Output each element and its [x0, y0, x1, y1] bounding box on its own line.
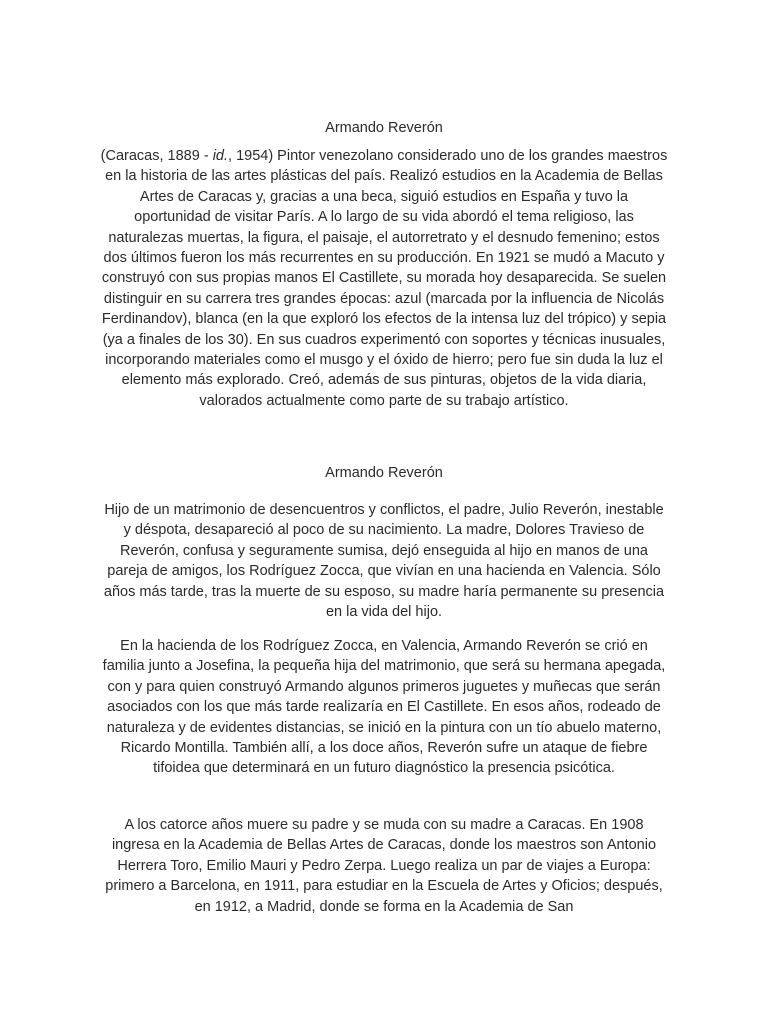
body-paragraph: A los catorce años muere su padre y se muda con su madre a Caracas. En 1908 ingresa en la Academia de Bellas Artes de Caracas, donde los maestros son Antonio Herrera Toro, Emilio Mauri y Pedro Zerpa. Luego realiza un par de viajes a Europa: primero a Barcelona, en 1911, para estudiar en la Escuela de Artes y Oficios; después, en 1912, a Madrid, donde se forma en la Academia de San: [105, 817, 663, 915]
bio-italic-text: id.: [212, 148, 229, 164]
document-title: Armando Reverón: [325, 120, 443, 136]
body-paragraph: En la hacienda de los Rodríguez Zocca, en Valencia, Armando Reverón se crió en familia junto a Josefina, la pequeña hija del matrimonio, que será su hermana apegada, con y para quien construyó Armando algunos primeros juguetes y muñecas que serán asociados con los que más tarde realizaría en El Castillete. En esos años, rodeado de naturaleza y de evidentes distancias, se inició en la pintura con un tío abuelo materno, Ricardo Montilla. También allí, a los doce años, Reverón sufre un ataque de fiebre tifoidea que determinará en un futuro diagnóstico la presencia psicótica.: [102, 638, 666, 777]
section-title: Armando Reverón: [325, 465, 443, 481]
body-paragraph: Hijo de un matrimonio de desencuentros y conflictos, el padre, Julio Reverón, inestable y déspota, desapareció al poco de su nacimiento. La madre, Dolores Travieso de Reverón, confusa y seguramente sumisa, dejó enseguida al hijo en manos de una pareja de amigos, los Rodríguez Zocca, que vivían en una hacienda en Valencia. Sólo años más tarde, tras la muerte de su esposo, su madre haría permanente su presencia en la vida del hijo.: [103, 502, 665, 621]
bio-text-rest: , 1954) Pintor venezolano considerado uno de los grandes maestros en la historia de las artes plásticas del país. Realizó estudios en la Academia de Bellas Artes de Caracas y, gracias a una beca, siguió estudios en España y tuvo la oportunidad de visitar París. A lo largo de su vida abordó el tema religioso, las naturalezas muertas, la figura, el paisaje, el autorretrato y el desnudo femenino; estos dos últimos fueron los más recurrentes en su producción. En 1921 se mudó a Macuto y construyó con sus propias manos El Castillete, su morada hoy desaparecida. Se suelen distinguir en su carrera tres grandes épocas: azul (marcada por la influencia de Nicolás Ferdinandov), blanca (en la que exploró los efectos de la intensa luz del trópico) y sepia (ya a finales de los 30). En sus cuadros experimentó con soportes y técnicas inusuales, incorporando materiales como el musgo y el óxido de hierro; pero fue sin duda la luz el elemento más explorado. Creó, además de sus pinturas, objetos de la vida diaria, valorados actualmente como parte de su trabajo artístico.: [101, 148, 668, 409]
biography-paragraph: [100, 146, 668, 411]
bio-text-start: (Caracas, 1889 -: [100, 148, 213, 164]
document-page: [100, 0, 668, 1024]
